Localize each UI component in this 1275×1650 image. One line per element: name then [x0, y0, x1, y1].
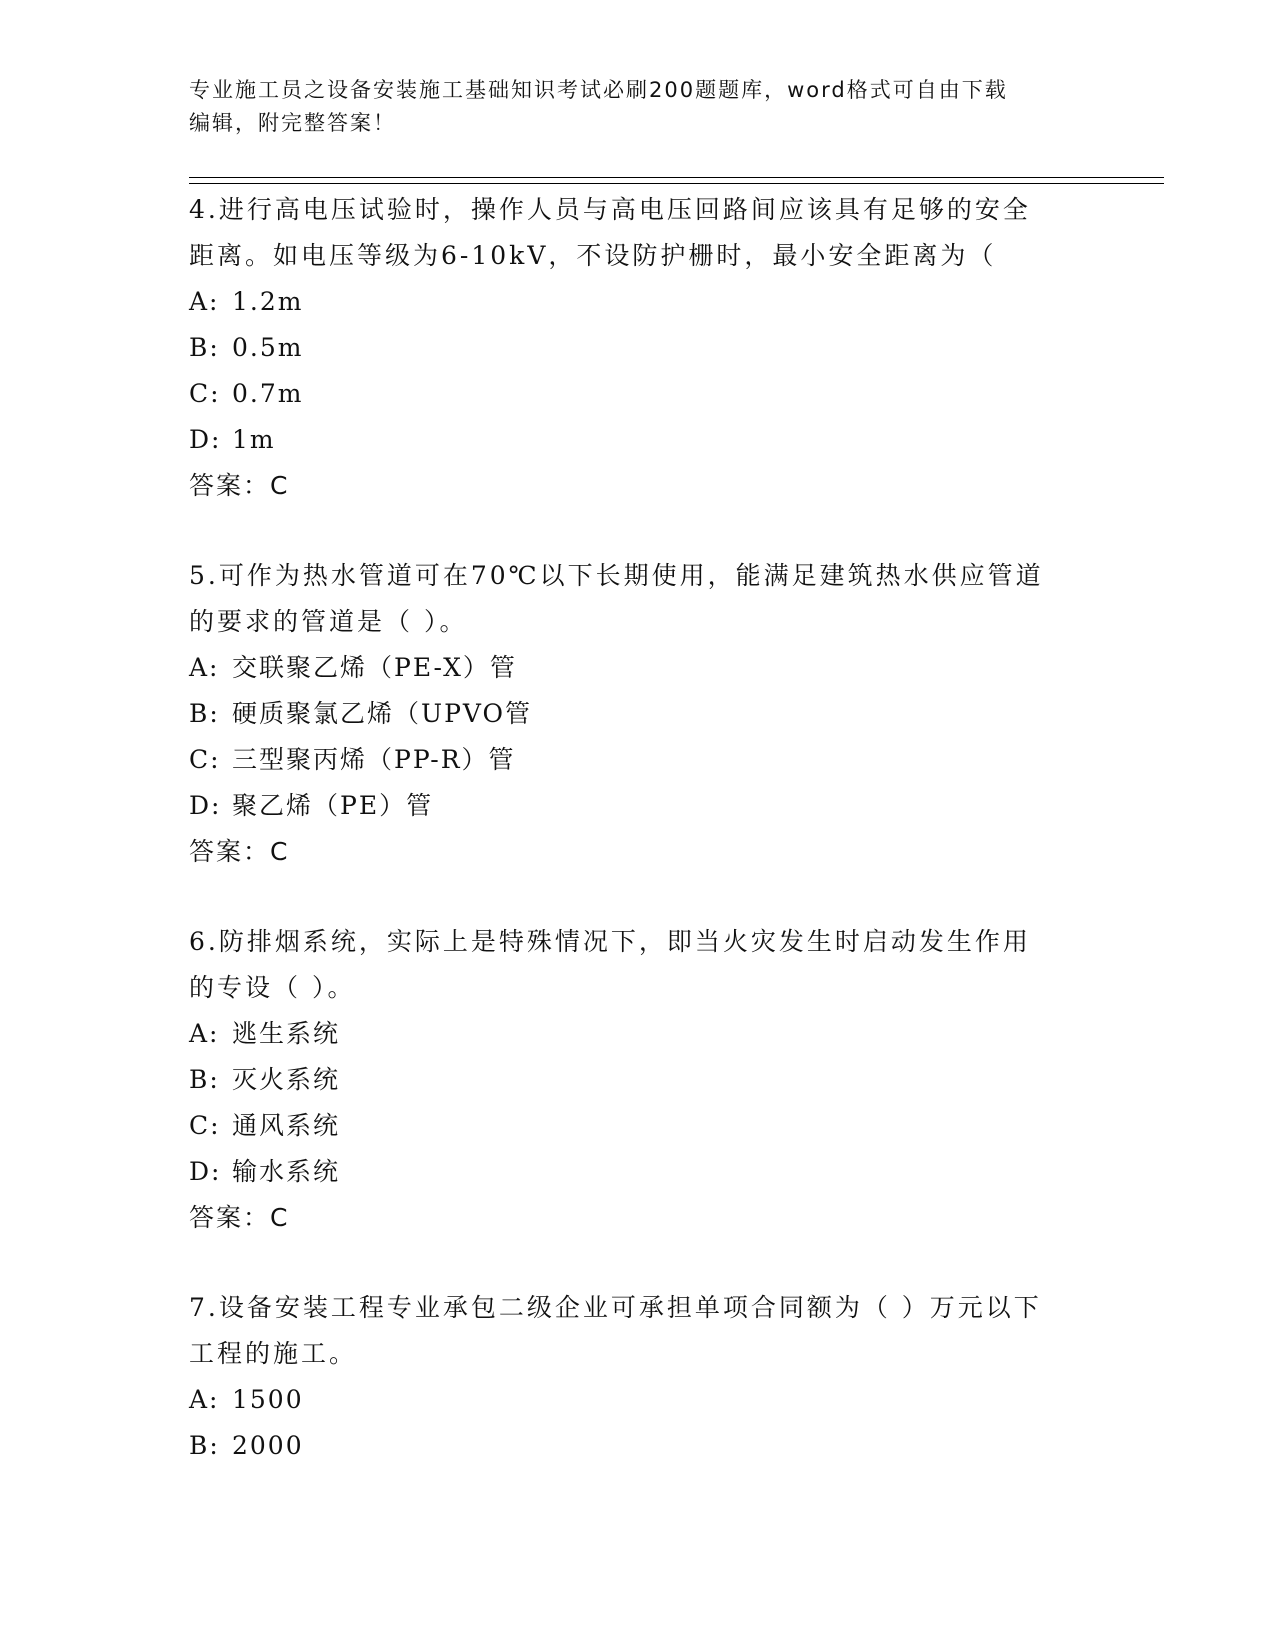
header-divider-top — [189, 177, 1164, 178]
answer: 答案：C — [189, 837, 290, 866]
option-text: 三型聚丙烯（PP-R）管 — [232, 745, 516, 774]
option-d — [189, 1149, 1089, 1195]
option-letter: B: — [189, 699, 220, 728]
option-c — [189, 1103, 1089, 1149]
question-text-line-1: 5.可作为热水管道可在70℃以下长期使用，能满足建筑热水供应管道 — [189, 561, 1044, 590]
option-letter: D: — [189, 791, 222, 820]
option-letter: B: — [189, 1065, 220, 1094]
option-letter: B: — [189, 1431, 220, 1460]
header-title-line-2: 编辑，附完整答案！ — [189, 111, 396, 135]
option-c — [189, 371, 1089, 417]
option-text: 聚乙烯（PE）管 — [232, 791, 434, 820]
option-letter: A: — [189, 1019, 220, 1048]
option-d — [189, 417, 1089, 463]
option-a — [189, 645, 1089, 691]
question-text-line-2: 的专设（ ）。 — [189, 973, 356, 1002]
option-a — [189, 279, 1089, 325]
question-text-line-1: 7.设备安装工程专业承包二级企业可承担单项合同额为（ ）万元以下 — [189, 1293, 1042, 1322]
option-text: 0.5m — [232, 333, 304, 362]
option-a — [189, 1377, 1089, 1423]
question-4 — [189, 187, 1089, 509]
question-text-line-2: 工程的施工。 — [189, 1339, 358, 1368]
option-text: 2000 — [232, 1431, 304, 1460]
option-d — [189, 783, 1089, 829]
option-letter: A: — [189, 653, 220, 682]
option-text: 硬质聚氯乙烯（UPVO管 — [232, 699, 533, 728]
question-text-line-1: 4.进行高电压试验时，操作人员与高电压回路间应该具有足够的安全 — [189, 195, 1031, 224]
option-c — [189, 737, 1089, 783]
option-text: 输水系统 — [232, 1157, 341, 1186]
option-b — [189, 1423, 1089, 1469]
header-title-line-1: 专业施工员之设备安装施工基础知识考试必刷200题题库，word格式可自由下载 — [189, 78, 1008, 102]
option-text: 0.7m — [232, 379, 304, 408]
option-letter: C: — [189, 745, 221, 774]
answer: 答案：C — [189, 1203, 290, 1232]
option-text: 交联聚乙烯（PE-X）管 — [232, 653, 517, 682]
option-letter: A: — [189, 287, 220, 316]
option-letter: C: — [189, 1111, 221, 1140]
question-6 — [189, 919, 1089, 1241]
option-letter: A: — [189, 1385, 220, 1414]
question-text-line-2: 距离。如电压等级为6-10kV，不设防护栅时，最小安全距离为（ — [189, 241, 997, 270]
option-b — [189, 691, 1089, 737]
option-text: 灭火系统 — [232, 1065, 341, 1094]
option-text: 通风系统 — [232, 1111, 341, 1140]
option-b — [189, 325, 1089, 371]
option-letter: B: — [189, 333, 220, 362]
question-7 — [189, 1285, 1089, 1469]
question-list — [189, 187, 1089, 1513]
answer: 答案：C — [189, 471, 290, 500]
question-text-line-2: 的要求的管道是（ ）。 — [189, 607, 468, 636]
option-letter: D: — [189, 1157, 222, 1186]
option-a — [189, 1011, 1089, 1057]
option-text: 逃生系统 — [232, 1019, 341, 1048]
document-header — [189, 74, 1089, 140]
question-5 — [189, 553, 1089, 875]
option-text: 1.2m — [232, 287, 304, 316]
option-text: 1500 — [232, 1385, 304, 1414]
option-b — [189, 1057, 1089, 1103]
option-letter: C: — [189, 379, 221, 408]
option-text: 1m — [232, 425, 276, 454]
option-letter: D: — [189, 425, 222, 454]
question-text-line-1: 6.防排烟系统，实际上是特殊情况下，即当火灾发生时启动发生作用 — [189, 927, 1031, 956]
header-divider-bottom — [189, 183, 1164, 184]
